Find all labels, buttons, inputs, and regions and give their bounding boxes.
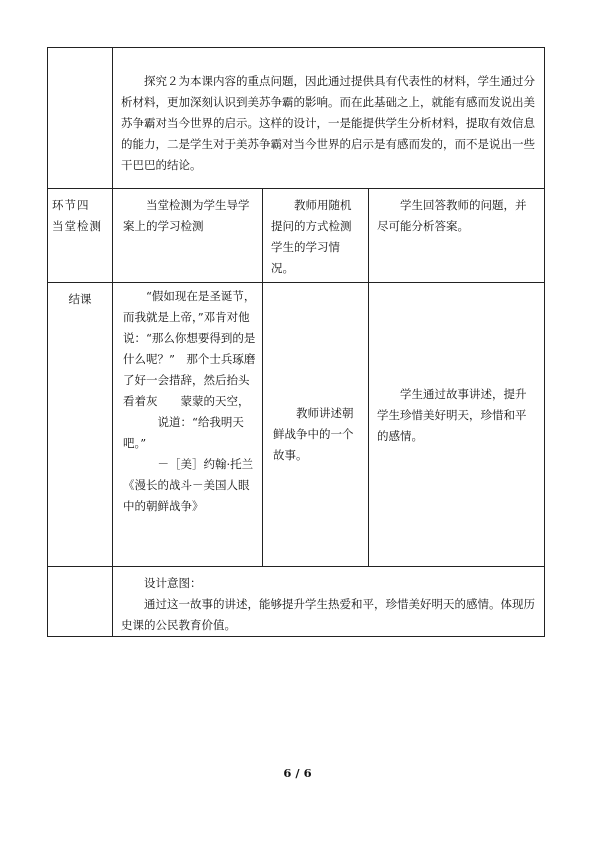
- conclusion-teacher-cell: [263, 283, 369, 567]
- stage-four-label-cell: [48, 189, 113, 283]
- design-intent-text: 探究２为本课内容的重点问题，因此通过提供具有代表性的材料，学生通过分析材料，更加深刻认识到美苏争霸的影响。而在此基础之上，就能有感而发说出美苏争霸对当今世界的启示。这样的设计，一是能提供学生分析材料，提取有效信息的能力，二是学生对于美苏争霸对当今世界的启示是有感而发的，而不是说出一些干巴巴的结论。: [121, 74, 535, 172]
- empty-stage-cell-2: [48, 567, 113, 637]
- conclusion-label: 结课: [68, 292, 92, 306]
- stage-four-student-activity: 学生回答教师的问题，并尽可能分析答案。: [377, 198, 527, 233]
- design-intent-cell: [113, 48, 545, 189]
- stage-four-row: [48, 189, 545, 283]
- conclusion-student-cell: [369, 283, 545, 567]
- conclusion-row: [48, 283, 545, 567]
- empty-stage-cell: [48, 48, 113, 189]
- stage-four-label: 环节四 当堂检测: [52, 198, 102, 233]
- stage-four-student-cell: [369, 189, 545, 283]
- lesson-plan-table: [47, 47, 545, 637]
- stage-four-content: 当堂检测为学生导学案上的学习检测: [123, 198, 250, 233]
- design-intent-text-2: 设计意图： 通过这一故事的讲述，能够提升学生热爱和平，珍惜美好明天的感情。体现历史课的公民教育价值。: [121, 576, 535, 632]
- design-intent-cell-2: [113, 567, 545, 637]
- conclusion-teacher-activity: 教师讲述朝鲜战争中的一个故事。: [273, 406, 354, 462]
- stage-four-teacher-cell: [263, 189, 369, 283]
- design-intent-row-1: [48, 48, 545, 189]
- conclusion-student-activity: 学生通过故事讲述，提升学生珍惜美好明天，珍惜和平的感情。: [377, 387, 527, 443]
- conclusion-label-cell: [48, 283, 113, 567]
- page-number: 6 / 6: [283, 766, 312, 780]
- stage-four-content-cell: [113, 189, 263, 283]
- stage-four-teacher-activity: 教师用随机提问的方式检测学生的学习情况。: [271, 198, 352, 275]
- conclusion-story-cell: [113, 283, 263, 567]
- design-intent-row-2: [48, 567, 545, 637]
- conclusion-story-quote: “假如现在是圣诞节，而我就是上帝，”邓肯对他说：“那么你想要得到的是什么呢？” 那个士兵琢磨了好一会措辞，然后抬头看着灰 蒙蒙的天空， 说道：“给我明天吧。” －［美］约翰·托兰 《漫长的战斗－美国人眼中的朝鲜战争》: [123, 289, 256, 513]
